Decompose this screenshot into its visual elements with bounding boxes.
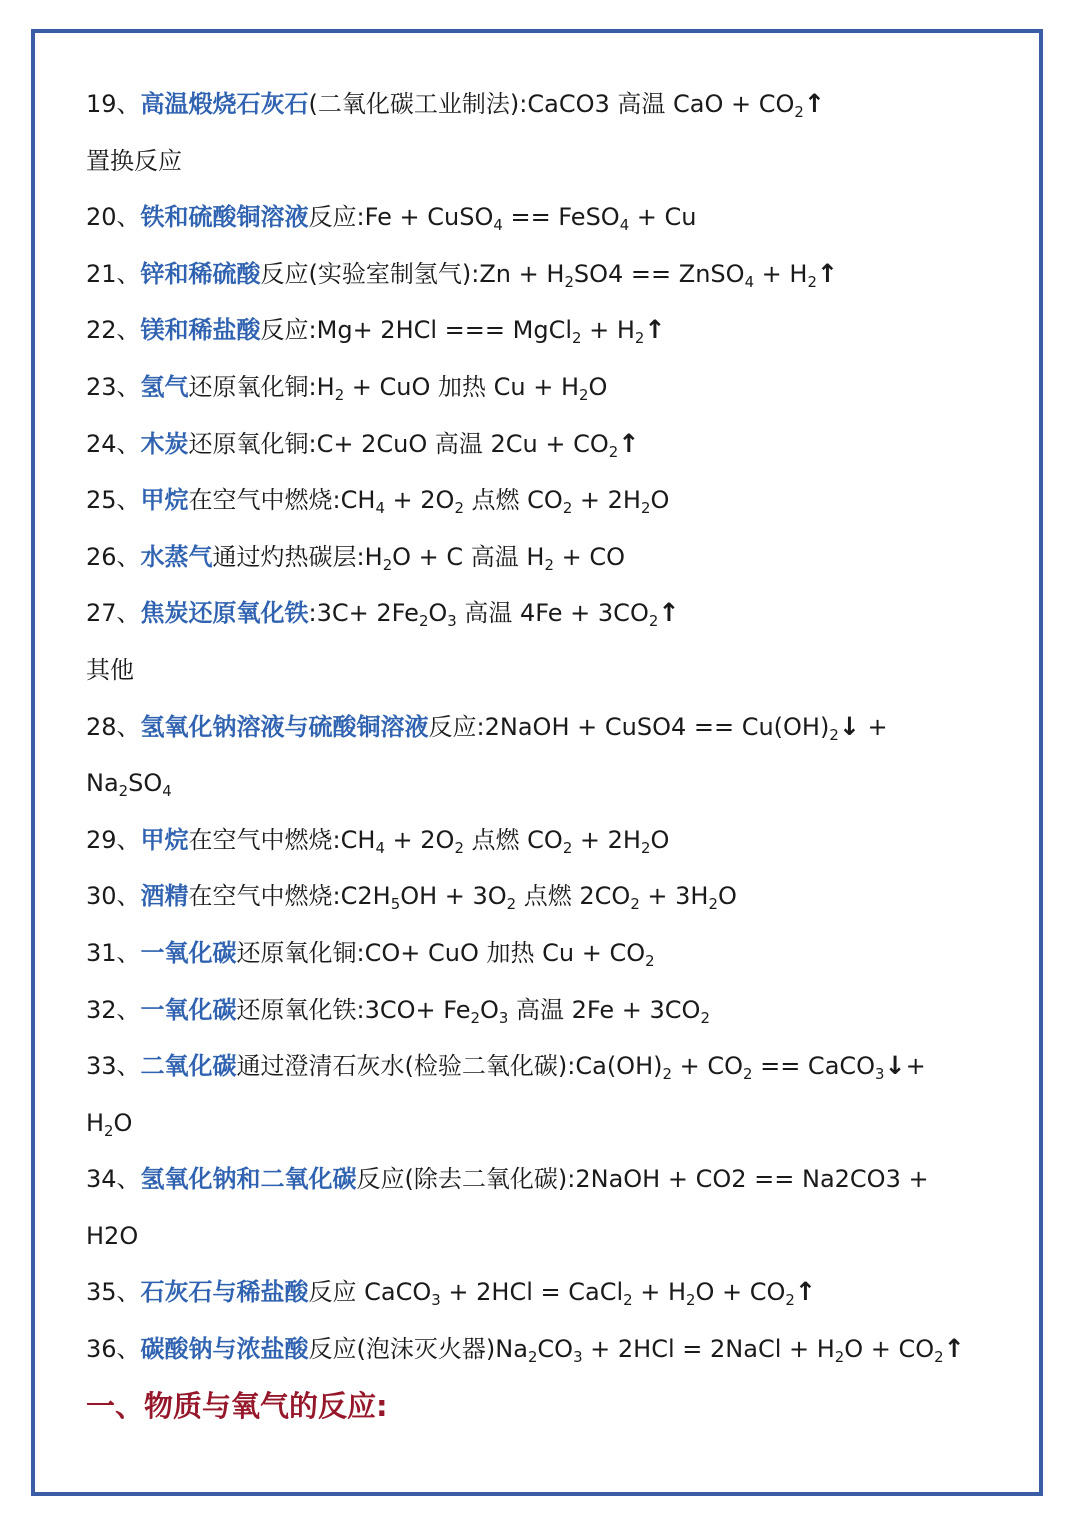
equation-text: 其他 bbox=[86, 655, 134, 684]
equation-line bbox=[86, 246, 1026, 303]
reaction-name: 一氧化碳 bbox=[140, 995, 237, 1024]
equation-text: 31、 bbox=[86, 938, 141, 967]
equation-text: SO bbox=[128, 769, 163, 798]
equation-line bbox=[86, 416, 1026, 473]
equation-text: 还原氧化铁:3CO+ Fe bbox=[236, 995, 471, 1024]
subscript: 2 bbox=[118, 781, 129, 800]
equation-text: + Cu bbox=[629, 203, 697, 232]
equation-text: :3C+ 2Fe bbox=[308, 599, 419, 628]
equation-text: O bbox=[717, 882, 737, 911]
equation-line bbox=[86, 529, 1026, 586]
equation-text: 反应 CaCO bbox=[308, 1278, 432, 1307]
equation-text: 反应:Mg+ 2HCl === MgCl bbox=[260, 316, 573, 345]
equation-text: + 2O bbox=[384, 825, 455, 854]
equation-line bbox=[86, 585, 1026, 642]
equation-text: + 3H bbox=[639, 882, 709, 911]
subscript: 2 bbox=[686, 1291, 696, 1310]
equation-text: 高温 4Fe + 3CO bbox=[456, 599, 649, 628]
equation-text: + CO bbox=[553, 542, 625, 571]
equation-text: + 2HCl = CaCl bbox=[440, 1278, 624, 1307]
equation-line bbox=[86, 699, 1026, 756]
equation-text: O + CO bbox=[695, 1278, 786, 1307]
equation-text: 反应:2NaOH + CuSO4 == Cu(OH) bbox=[428, 712, 830, 741]
equation-text: == CaCO bbox=[752, 1052, 876, 1081]
equation-line bbox=[86, 472, 1026, 529]
subscript: 2 bbox=[807, 272, 817, 291]
equation-text: 点燃 CO bbox=[463, 486, 563, 515]
subscript: 4 bbox=[162, 781, 172, 800]
equation-text: 反应:Fe + CuSO bbox=[308, 203, 494, 232]
reaction-name: 一氧化碳 bbox=[140, 938, 237, 967]
equation-text: 30、 bbox=[86, 882, 141, 911]
equation-text: 通过澄清石灰水(检验二氧化碳):Ca(OH) bbox=[236, 1052, 663, 1081]
equation-text: 还原氧化铜:CO+ CuO 加热 Cu + CO bbox=[236, 938, 646, 967]
subscript: 2 bbox=[470, 1008, 481, 1027]
arrow-up-icon: ↑ bbox=[816, 258, 839, 288]
equation-text: 26、 bbox=[86, 542, 141, 571]
subscript: 4 bbox=[744, 272, 755, 291]
equation-text: 反应(实验室制氢气):Zn + H bbox=[260, 259, 565, 288]
equation-text: == FeSO bbox=[502, 203, 620, 232]
equation-line bbox=[86, 1208, 1026, 1265]
subscript: 2 bbox=[334, 385, 345, 404]
subscript: 4 bbox=[493, 215, 503, 234]
reaction-name: 石灰石与稀盐酸 bbox=[140, 1278, 309, 1307]
equation-line bbox=[86, 302, 1026, 359]
equation-text: + 2H bbox=[572, 825, 641, 854]
subscript: 2 bbox=[829, 725, 839, 744]
subscript: 2 bbox=[608, 442, 619, 461]
subscript: 2 bbox=[630, 895, 640, 914]
subscript: 2 bbox=[579, 385, 589, 404]
subscript: 2 bbox=[527, 1347, 538, 1366]
equation-line bbox=[86, 1038, 1026, 1095]
equation-line bbox=[86, 133, 1026, 190]
subscript: 2 bbox=[640, 838, 651, 857]
equation-text: 置换反应 bbox=[86, 146, 182, 175]
equation-text: 34、 bbox=[86, 1165, 141, 1194]
equation-text: O bbox=[113, 1108, 133, 1137]
subscript: 2 bbox=[562, 498, 573, 517]
subscript: 5 bbox=[390, 895, 401, 914]
equation-line bbox=[86, 1321, 1026, 1378]
equation-text: 高温 2Fe + 3CO bbox=[508, 995, 701, 1024]
subscript: 2 bbox=[645, 951, 655, 970]
reaction-name: 镁和稀盐酸 bbox=[140, 316, 261, 345]
equation-text: O + CO bbox=[844, 1335, 935, 1364]
subscript: 4 bbox=[375, 838, 385, 857]
reaction-name: 酒精 bbox=[140, 882, 189, 911]
subscript: 2 bbox=[623, 1291, 633, 1310]
subscript: 2 bbox=[648, 612, 659, 631]
equation-text: O + C 高温 H bbox=[392, 542, 545, 571]
subscript: 2 bbox=[382, 555, 393, 574]
equation-text: Na bbox=[86, 769, 119, 798]
subscript: 3 bbox=[573, 1347, 583, 1366]
subscript: 3 bbox=[875, 1064, 885, 1083]
equation-text: + H bbox=[754, 259, 808, 288]
reaction-name: 铁和硫酸铜溶液 bbox=[140, 203, 309, 232]
equation-text: + H bbox=[632, 1278, 687, 1307]
equation-text: 33、 bbox=[86, 1052, 141, 1081]
arrow-down-icon: ↓ bbox=[884, 1051, 906, 1081]
equation-line bbox=[86, 1264, 1026, 1321]
arrow-up-icon: ↑ bbox=[803, 89, 825, 118]
arrow-up-icon: ↑ bbox=[644, 315, 666, 345]
equation-text: 22、 bbox=[86, 316, 141, 345]
equation-text: + 2H bbox=[572, 486, 641, 515]
reaction-name: 高温煅烧石灰石 bbox=[140, 90, 309, 118]
reaction-name: 甲烷 bbox=[140, 486, 189, 515]
equation-text: CO bbox=[537, 1335, 574, 1364]
subscript: 2 bbox=[564, 272, 574, 291]
subscript: 3 bbox=[447, 612, 457, 631]
equation-line bbox=[86, 359, 1026, 416]
subscript: 2 bbox=[934, 1347, 944, 1366]
equation-text: 20、 bbox=[86, 203, 141, 232]
subscript: 2 bbox=[640, 498, 651, 517]
equation-text: O bbox=[428, 599, 448, 628]
equation-text: 29、 bbox=[86, 825, 141, 854]
reaction-name: 氢氧化钠和二氧化碳 bbox=[140, 1165, 357, 1194]
equation-text: 27、 bbox=[86, 599, 141, 628]
equation-text: 反应(除去二氧化碳):2NaOH + CO2 == Na2CO3 + bbox=[356, 1165, 929, 1194]
subscript: 2 bbox=[562, 838, 573, 857]
subscript: 2 bbox=[700, 1008, 710, 1027]
equation-text: 点燃 CO bbox=[463, 825, 563, 854]
equation-text: 36、 bbox=[86, 1335, 141, 1364]
equation-text: 25、 bbox=[86, 486, 141, 515]
equation-text: + bbox=[859, 712, 888, 741]
subscript: 2 bbox=[662, 1064, 672, 1083]
equation-text: 在空气中燃烧:CH bbox=[188, 486, 376, 515]
equation-text: 35、 bbox=[86, 1278, 141, 1307]
reaction-name: 锌和稀硫酸 bbox=[140, 259, 261, 288]
equation-text: 反应(泡沫灭火器)Na bbox=[308, 1335, 528, 1364]
reaction-name: 二氧化碳 bbox=[140, 1052, 237, 1081]
subscript: 2 bbox=[634, 329, 645, 348]
equation-line bbox=[86, 642, 1026, 699]
equation-text: O bbox=[480, 995, 499, 1024]
equation-text: + 2HCl = 2NaCl + H bbox=[582, 1335, 835, 1364]
reaction-name: 氢氧化钠溶液与硫酸铜溶液 bbox=[140, 712, 429, 741]
subscript: 2 bbox=[794, 102, 804, 121]
equation-text: OH + 3O bbox=[400, 882, 507, 911]
subscript: 3 bbox=[498, 1008, 509, 1027]
equation-line bbox=[86, 189, 1026, 246]
equation-text: 28、 bbox=[86, 712, 141, 741]
equation-text: 23、 bbox=[86, 372, 141, 401]
equation-line bbox=[86, 755, 1026, 812]
section-heading: 一、物质与氧气的反应: bbox=[86, 1388, 388, 1423]
equation-text: 21、 bbox=[86, 259, 141, 288]
equation-line bbox=[86, 1151, 1026, 1208]
subscript: 2 bbox=[454, 498, 464, 517]
equation-text: O bbox=[650, 486, 670, 515]
subscript: 2 bbox=[742, 1064, 753, 1083]
equation-text: 32、 bbox=[86, 995, 141, 1024]
subscript: 4 bbox=[619, 215, 630, 234]
equation-text: + 2O bbox=[384, 486, 455, 515]
reaction-name: 碳酸钠与浓盐酸 bbox=[140, 1335, 309, 1364]
equation-text: O bbox=[588, 372, 608, 401]
equation-text: + bbox=[905, 1052, 926, 1081]
equation-line bbox=[86, 925, 1026, 982]
arrow-up-icon: ↑ bbox=[658, 598, 680, 628]
equation-text: 在空气中燃烧:CH bbox=[188, 825, 376, 854]
arrow-up-icon: ↑ bbox=[794, 1277, 816, 1307]
subscript: 2 bbox=[418, 612, 429, 631]
equation-line bbox=[86, 812, 1026, 869]
equation-text: H2O bbox=[86, 1221, 139, 1250]
equation-line bbox=[86, 982, 1026, 1039]
equation-text: 19、 bbox=[86, 90, 141, 118]
subscript: 2 bbox=[834, 1347, 845, 1366]
subscript: 2 bbox=[785, 1291, 795, 1310]
reaction-name: 水蒸气 bbox=[140, 542, 213, 571]
reaction-name: 木炭 bbox=[140, 429, 189, 458]
equation-line bbox=[86, 868, 1026, 925]
subscript: 3 bbox=[431, 1291, 441, 1310]
equation-text: + CuO 加热 Cu + H bbox=[344, 372, 580, 401]
equation-text: SO4 == ZnSO bbox=[573, 259, 745, 288]
equation-text: 通过灼热碳层:H bbox=[212, 542, 383, 571]
equation-line bbox=[86, 76, 1026, 133]
equation-text: (二氧化碳工业制法):CaCO3 高温 CaO + CO bbox=[308, 90, 795, 118]
equation-text: 还原氧化铜:H bbox=[188, 372, 335, 401]
equation-list bbox=[86, 76, 1026, 1434]
subscript: 2 bbox=[544, 555, 554, 574]
reaction-name: 甲烷 bbox=[140, 825, 189, 854]
subscript: 4 bbox=[375, 498, 385, 517]
equation-line bbox=[86, 1095, 1026, 1152]
arrow-up-icon: ↑ bbox=[618, 428, 640, 458]
subscript: 2 bbox=[104, 1121, 114, 1140]
subscript: 2 bbox=[572, 329, 582, 348]
reaction-name: 氢气 bbox=[140, 372, 189, 401]
equation-text: 还原氧化铜:C+ 2CuO 高温 2Cu + CO bbox=[188, 429, 609, 458]
equation-text: O bbox=[650, 825, 670, 854]
equation-text: 24、 bbox=[86, 429, 141, 458]
subscript: 2 bbox=[708, 895, 718, 914]
equation-text: + H bbox=[581, 316, 635, 345]
arrow-down-icon: ↓ bbox=[838, 711, 860, 741]
equation-text: + CO bbox=[671, 1052, 743, 1081]
arrow-up-icon: ↑ bbox=[943, 1334, 965, 1364]
equation-text: 点燃 2CO bbox=[516, 882, 631, 911]
equation-text: 在空气中燃烧:C2H bbox=[188, 882, 391, 911]
equation-text: H bbox=[86, 1108, 105, 1137]
reaction-name: 焦炭还原氧化铁 bbox=[140, 599, 309, 628]
subscript: 2 bbox=[454, 838, 464, 857]
subscript: 2 bbox=[506, 895, 517, 914]
